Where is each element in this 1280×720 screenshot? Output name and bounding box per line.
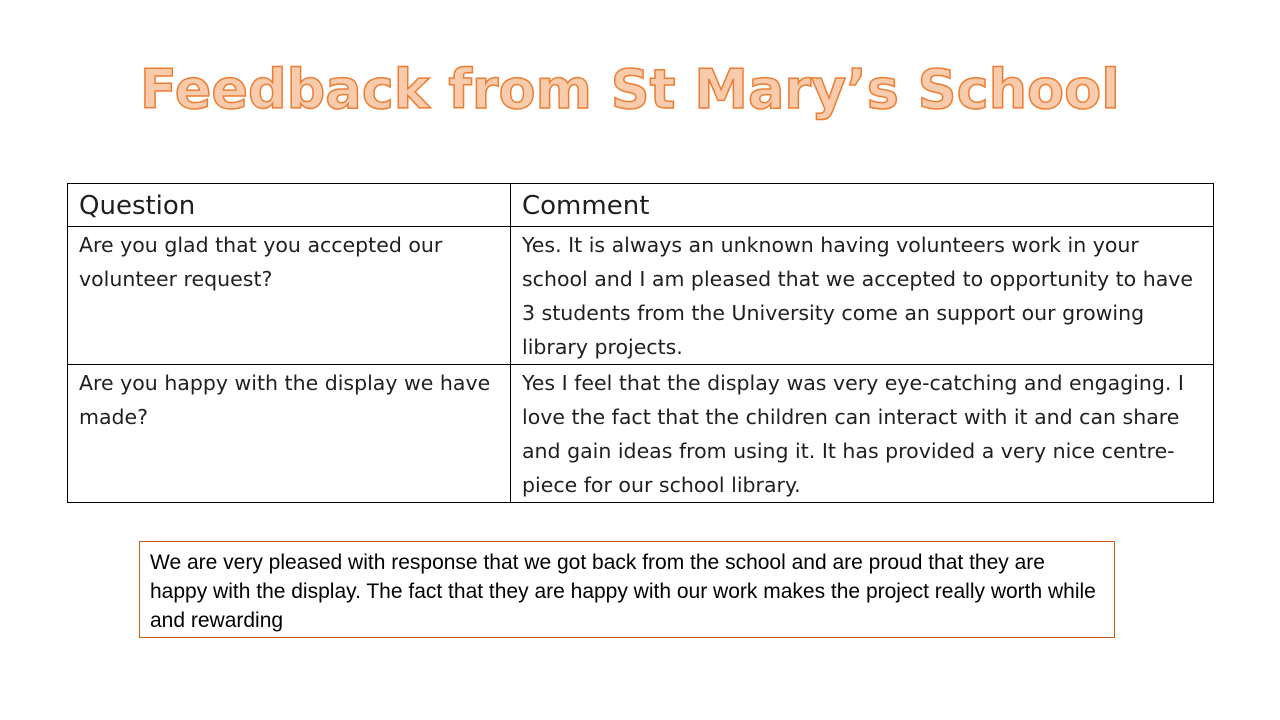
comment-cell: Yes. It is always an unknown having volunteers work in your school and I am pleased that we accepted to opportunity to have 3 students from the University come an support our growing library projects. <box>511 227 1214 365</box>
summary-note-text: We are very pleased with response that we got back from the school and are proud that they are happy with the display. The fact that they are happy with our work makes the project really worth while and rewarding <box>150 551 1096 632</box>
table-row <box>68 227 1214 365</box>
feedback-table <box>67 183 1214 503</box>
question-cell: Are you happy with the display we have made? <box>68 365 511 503</box>
question-cell: Are you glad that you accepted our volunteer request? <box>68 227 511 365</box>
table-header-row <box>68 184 1214 227</box>
comment-column-header: Comment <box>511 184 1214 227</box>
question-column-header: Question <box>68 184 511 227</box>
slide-title: Feedback from St Mary’s School <box>140 58 1120 121</box>
comment-cell: Yes I feel that the display was very eye-catching and engaging. I love the fact that the children can interact with it and can share and gain ideas from using it. It has provided a very nice centre-piece for our school library. <box>511 365 1214 503</box>
table-row <box>68 365 1214 503</box>
summary-note-box <box>139 541 1115 638</box>
